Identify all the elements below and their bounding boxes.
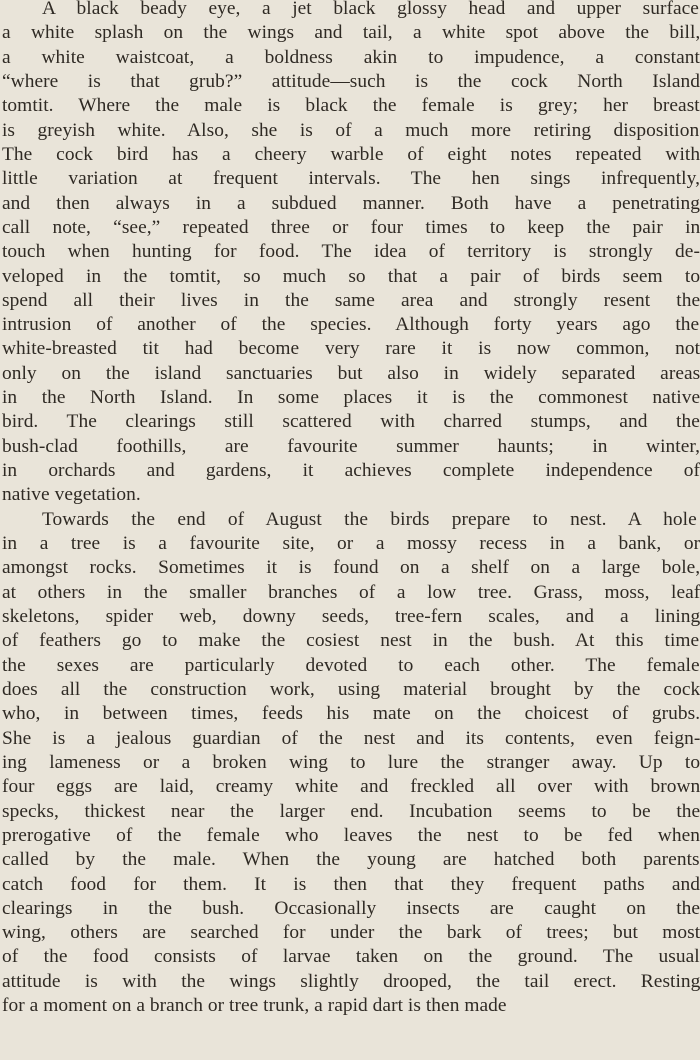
text-line: amongst rocks. Sometimes it is found on a shelf on a large bole,: [2, 557, 700, 579]
text-line: little variation at frequent intervals. The hen sings infrequently,: [2, 168, 700, 190]
text-line: ing lameness or a broken wing to lure the stranger away. Up to: [2, 751, 700, 773]
text-line: touch when hunting for food. The idea of territory is strongly de-: [2, 241, 700, 263]
text-line: a white waistcoat, a boldness akin to impudence, a constant: [2, 46, 700, 68]
text-line: at others in the smaller branches of a low tree. Grass, moss, leaf: [2, 581, 700, 603]
text-line: wing, others are searched for under the bark of trees; but most: [2, 922, 700, 944]
text-line: called by the male. When the young are hatched both parents: [2, 849, 700, 871]
text-line: A black beady eye, a jet black glossy head and upper surface: [42, 0, 699, 19]
text-line: intrusion of another of the species. Although forty years ago the: [2, 314, 700, 336]
text-line: for a moment on a branch or tree trunk, a rapid dart is then made: [2, 995, 507, 1017]
text-line: She is a jealous guardian of the nest and its contents, even feign-: [2, 727, 700, 749]
text-line: of the food consists of larvae taken on the ground. The usual: [2, 946, 700, 968]
text-line: Towards the end of August the birds prepare to nest. A hole: [42, 508, 697, 530]
text-line: of feathers go to make the cosiest nest in the bush. At this time: [2, 630, 700, 652]
text-line: four eggs are laid, creamy white and freckled all over with brown: [2, 776, 700, 798]
text-line: white-breasted tit had become very rare it is now common, not: [2, 338, 700, 360]
text-line: “where is that grub?” attitude—such is the cock North Island: [2, 70, 700, 92]
text-line: skeletons, spider web, downy seeds, tree-fern scales, and a lining: [2, 606, 700, 627]
text-line: who, in between times, feeds his mate on the choicest of grubs.: [2, 703, 700, 725]
text-line: a white splash on the wings and tail, a white spot above the bill,: [2, 22, 700, 44]
text-line: The cock bird has a cheery warble of eight notes repeated with: [2, 143, 700, 165]
text-line: only on the island sanctuaries but also in widely separated areas: [2, 362, 700, 384]
text-line: in a tree is a favourite site, or a mossy recess in a bank, or: [2, 533, 700, 555]
text-line: attitude is with the wings slightly drooped, the tail erect. Resting: [2, 970, 700, 992]
text-line: in the North Island. In some places it is the commonest native: [2, 387, 700, 409]
text-line: call note, “see,” repeated three or four times to keep the pair in: [2, 216, 700, 238]
text-line: catch food for them. It is then that they frequent paths and: [2, 873, 700, 895]
text-line: native vegetation.: [2, 484, 141, 506]
text-line: clearings in the bush. Occasionally insects are caught on the: [2, 897, 700, 919]
text-line: bird. The clearings still scattered with charred stumps, and the: [2, 411, 700, 433]
text-line: and then always in a subdued manner. Both have a penetrating: [2, 192, 700, 214]
text-line: is greyish white. Also, she is of a much more retiring disposition: [2, 119, 700, 141]
text-line: specks, thickest near the larger end. Incubation seems to be the: [2, 800, 700, 822]
text-line: does all the construction work, using material brought by the cock: [2, 678, 700, 700]
text-line: prerogative of the female who leaves the nest to be fed when: [2, 824, 700, 846]
text-line: spend all their lives in the same area and strongly resent the: [2, 289, 700, 311]
text-line: in orchards and gardens, it achieves complete independence of: [2, 460, 700, 482]
text-line: bush-clad foothills, are favourite summer haunts; in winter,: [2, 435, 700, 457]
text-line: the sexes are particularly devoted to each other. The female: [2, 654, 700, 676]
text-line: veloped in the tomtit, so much so that a pair of birds seem to: [2, 265, 700, 287]
text-line: tomtit. Where the male is black the female is grey; her breast: [2, 95, 700, 117]
